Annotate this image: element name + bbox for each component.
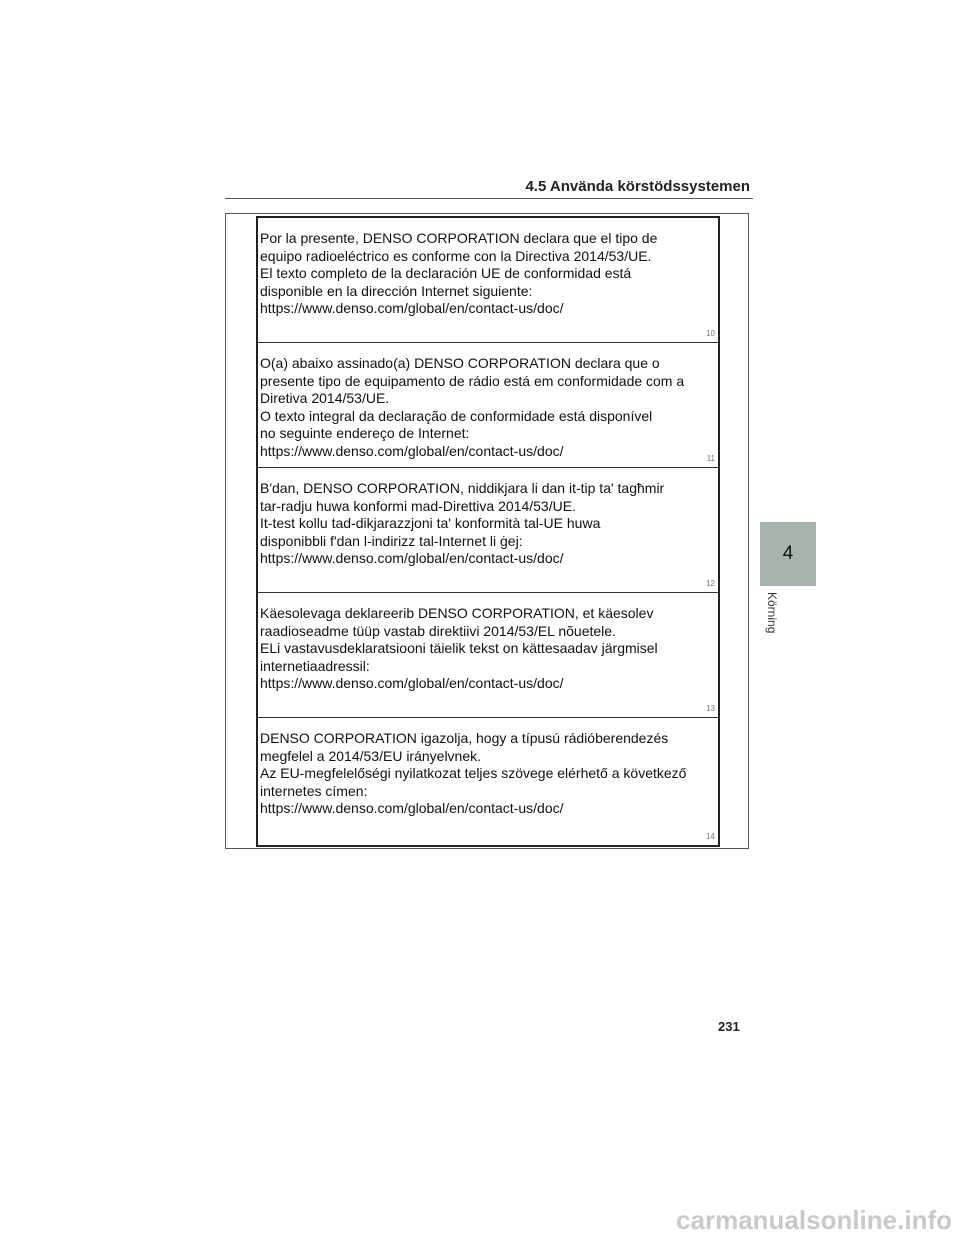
declaration-panels: [256, 216, 720, 847]
text-line: https://www.denso.com/global/en/contact-us/doc/: [260, 550, 564, 566]
chapter-tab: [760, 522, 816, 586]
text-line: raadioseadme tüüp vastab direktiivi 2014/53/EL nõuetele.: [260, 622, 616, 639]
text-line: equipo radioeléctrico es conforme con la Directiva 2014/53/UE.: [260, 247, 652, 264]
text-line: https://www.denso.com/global/en/contact-us/doc/: [260, 675, 564, 691]
text-line: Az EU-megfelelőségi nyilatkozat teljes szövege elérhető a következő: [260, 765, 687, 781]
watermark: carmanualsonline.info: [676, 1205, 952, 1235]
panel-number: 11: [706, 454, 715, 463]
text-line: Diretiva 2014/53/UE.: [260, 390, 390, 406]
declaration-panel-hu: [258, 718, 718, 845]
declaration-text: [260, 480, 712, 568]
text-line: no seguinte endereço de Internet:: [260, 425, 470, 441]
text-line: https://www.denso.com/global/en/contact-us/doc/: [260, 300, 564, 316]
chapter-number: 4: [782, 543, 794, 564]
panel-number: 13: [706, 704, 715, 713]
text-line: DENSO CORPORATION igazolja, hogy a típusú rádióberendezés: [260, 730, 669, 746]
text-line: Käesolevaga deklareerib DENSO CORPORATION, et käesolev: [260, 605, 654, 621]
declaration-panel-mt: [258, 468, 718, 593]
text-line: O(a) abaixo assinado(a) DENSO CORPORATION declara que o: [260, 355, 660, 371]
page-number: 231: [718, 1019, 740, 1034]
panel-number: 10: [706, 329, 715, 338]
text-line: https://www.denso.com/global/en/contact-us/doc/: [260, 800, 564, 816]
text-line: O texto integral da declaração de conformidade está disponível: [260, 407, 653, 424]
declaration-text: [260, 230, 712, 318]
section-title: 4.5 Använda körstödssystemen: [525, 178, 750, 195]
declaration-panel-pt: [258, 343, 718, 468]
chapter-label-container: [760, 592, 784, 652]
text-line: It-test kollu tad-dikjarazzjoni ta' konformità tal-UE huwa: [260, 515, 601, 531]
declaration-text: [260, 355, 712, 460]
panel-number: 12: [706, 579, 715, 588]
declaration-panel-et: [258, 593, 718, 718]
text-line: Por la presente, DENSO CORPORATION declara que el tipo de: [260, 230, 658, 246]
text-line: El texto completo de la declaración UE de conformidad está: [260, 265, 632, 281]
text-line: disponibbli f'dan l-indirizz tal-Internet li ġej:: [260, 532, 523, 549]
header-divider: [225, 198, 753, 199]
text-line: megfelel a 2014/53/EU irányelvnek.: [260, 747, 482, 764]
text-line: https://www.denso.com/global/en/contact-us/doc/: [260, 442, 564, 459]
declaration-text: [260, 730, 712, 818]
text-line: ELi vastavusdeklaratsiooni täielik tekst on kättesaadav järgmisel: [260, 640, 658, 656]
text-line: tar-radju huwa konformi mad-Direttiva 2014/53/UE.: [260, 497, 576, 514]
text-line: disponible en la dirección Internet siguiente:: [260, 282, 533, 299]
panel-number: 14: [706, 832, 715, 841]
text-line: internetes címen:: [260, 782, 368, 799]
text-line: B'dan, DENSO CORPORATION, niddikjara li dan it-tip ta' tagħmir: [260, 480, 665, 496]
chapter-label: Körning: [765, 592, 779, 634]
declaration-panel-es: [258, 218, 718, 343]
text-line: presente tipo de equipamento de rádio está em conformidade com a: [260, 372, 685, 389]
text-line: internetiaadressil:: [260, 657, 370, 674]
declaration-text: [260, 605, 712, 693]
